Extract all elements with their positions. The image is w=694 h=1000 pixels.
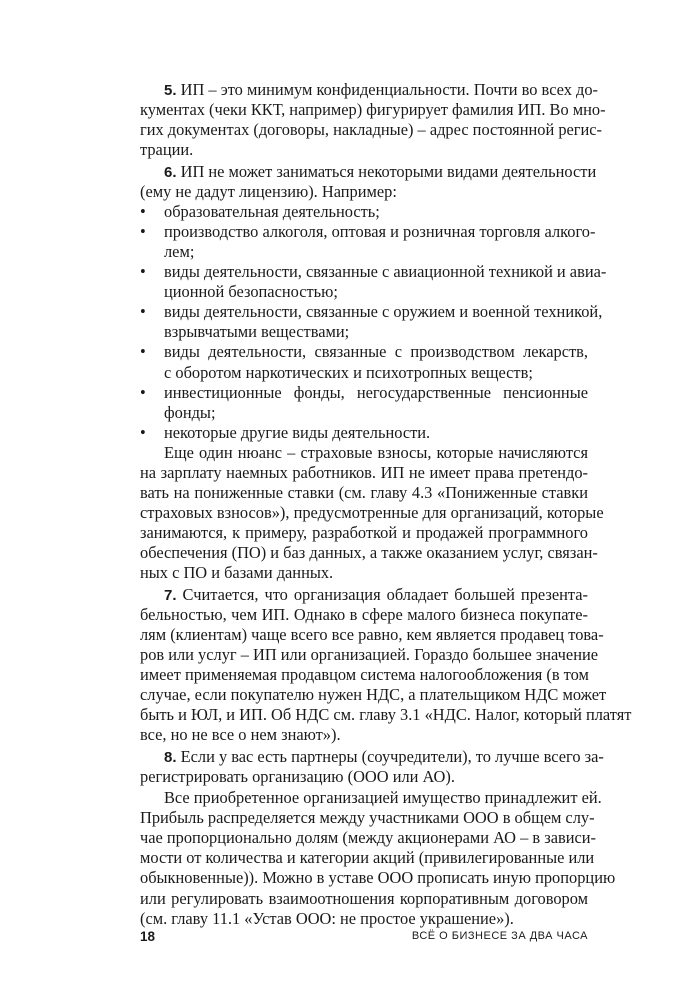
- list-item-continuation: взрывчатыми веществами;: [164, 322, 350, 342]
- text-line: бельностью, чем ИП. Однако в сфере малого бизнеса покупате-: [140, 604, 588, 624]
- list-item: • некоторые другие виды деятельности.: [140, 422, 431, 442]
- text-line: 5. ИП – это минимум конфиденциальности. Почти во всех до-: [164, 80, 599, 99]
- list-item: • виды деятельности, связанные с оружием и военной техникой,: [140, 302, 603, 322]
- text-line: 7. Считается, что организация обладает большей презента-: [164, 584, 588, 604]
- page-text: [140, 80, 632, 929]
- text-line: вать на пониженные ставки (см. главу 4.3 «Пониженные ставки: [140, 483, 588, 503]
- paragraph-7: [140, 584, 632, 746]
- bullet-icon: •: [140, 422, 146, 442]
- text-line: все, но не все о нем знают»).: [140, 725, 341, 745]
- item-number: 5.: [164, 82, 177, 99]
- text-line: чае пропорционально долям (между акционерами АО – в зависи-: [140, 828, 597, 848]
- text-line: страховых взносов»), предусмотренные для организаций, которые: [140, 503, 604, 523]
- text-line: занимаются, к примеру, разработкой и продажей программного: [140, 523, 588, 543]
- text-line: трации.: [140, 140, 194, 160]
- list-item: • инвестиционные фонды, негосударственные пенсионные: [140, 382, 588, 402]
- list-item-continuation: лем;: [164, 241, 195, 261]
- page-number: 18: [140, 929, 156, 944]
- bullet-icon: •: [140, 382, 146, 402]
- list-item-continuation: с оборотом наркотических и психотропных веществ;: [164, 362, 533, 382]
- list-item: • производство алкоголя, оптовая и розничная торговля алкого-: [140, 221, 596, 241]
- text-line: лям (клиентам) чаще всего все равно, кем является продавец това-: [140, 624, 604, 644]
- list-item: • виды деятельности, связанные с производством лекарств,: [140, 342, 588, 362]
- bullet-icon: •: [140, 302, 146, 322]
- text-line: 6. ИП не может заниматься некоторыми видами деятельности: [164, 161, 597, 181]
- text-line: на зарплату наемных работников. ИП не имеет права претендо-: [140, 462, 588, 482]
- list-item: • виды деятельности, связанные с авиационной техникой и авиа-: [140, 262, 607, 282]
- text-line: регистрировать организацию (ООО или АО).: [140, 766, 455, 786]
- text-line: гих документах (договоры, накладные) – адрес постоянной регис-: [140, 120, 603, 140]
- paragraph-8: [140, 746, 604, 787]
- text-line: мости от количества и категории акций (привилегированные или: [140, 848, 595, 868]
- text-line: Все приобретенное организацией имущество принадлежит ей.: [164, 788, 602, 808]
- running-title: ВСЁ О БИЗНЕСЕ ЗА ДВА ЧАСА: [411, 930, 588, 942]
- bullet-icon: •: [140, 262, 146, 282]
- paragraph-property: [140, 788, 616, 929]
- paragraph-6: [140, 161, 597, 202]
- text-line: обеспечения (ПО) и баз данных, а также оказанием услуг, связан-: [140, 543, 598, 563]
- list-item: • образовательная деятельность;: [140, 201, 380, 221]
- list-item-continuation: ционной безопасностью;: [164, 282, 338, 302]
- text-line: (ему не дадут лицензию). Например:: [140, 181, 397, 201]
- text-line: или регулировать взаимоотношения корпоративным договором: [140, 888, 588, 908]
- text-line: быть и ЮЛ, и ИП. Об НДС см. главу 3.1 «НДС. Налог, который платят: [140, 705, 632, 725]
- text-line: случае, если покупателю нужен НДС, а плательщиком НДС может: [140, 685, 607, 705]
- bullet-icon: •: [140, 342, 146, 362]
- page-footer: [140, 929, 588, 949]
- paragraph-5: [140, 80, 606, 160]
- text-line: 8. Если у вас есть партнеры (соучредители), то лучше всего за-: [164, 746, 604, 766]
- bullet-icon: •: [140, 221, 146, 241]
- item-number: 6.: [164, 163, 177, 181]
- text-line: (см. главу 11.1 «Устав ООО: не простое украшение»).: [140, 908, 514, 928]
- item-number: 8.: [164, 748, 177, 766]
- text-line: ров или услуг – ИП или организацией. Гораздо большее значение: [140, 645, 599, 664]
- text-line: имеет применяемая продавцом система налогообложения (в том: [140, 665, 589, 685]
- text-line: Еще один нюанс – страховые взносы, которые начисляются: [164, 442, 588, 462]
- text-line: Прибыль распределяется между участниками ООО в общем слу-: [140, 808, 595, 828]
- list-item-continuation: фонды;: [164, 402, 216, 422]
- text-line: кументах (чеки ККТ, например) фигурирует фамилия ИП. Во мно-: [140, 100, 606, 120]
- paragraph-insurance: [140, 442, 604, 584]
- text-line: обыкновенные)). Можно в уставе ООО прописать иную пропорцию: [140, 868, 616, 888]
- text-line: ных с ПО и базами данных.: [140, 563, 334, 583]
- bullet-icon: •: [140, 201, 146, 221]
- bullet-list: [140, 201, 607, 443]
- item-number: 7.: [164, 586, 177, 604]
